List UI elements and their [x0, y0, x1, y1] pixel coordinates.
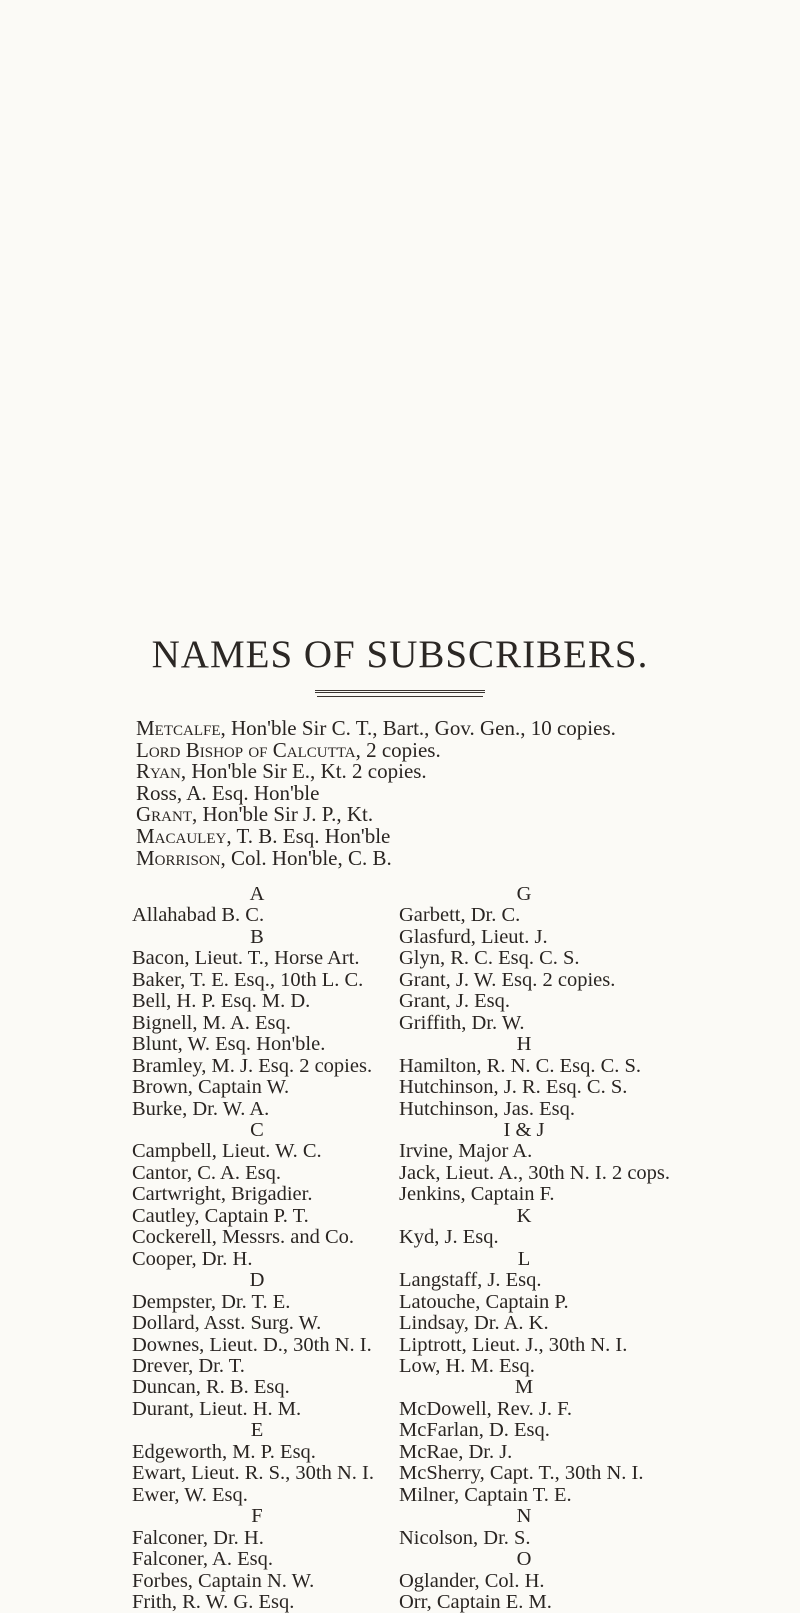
section-letter: E [250, 1419, 264, 1442]
section-letter: O [516, 1548, 532, 1571]
subscriber-entry: Low, H. M. Esq. [399, 1354, 535, 1377]
subscriber-entry: Dempster, Dr. T. E. [132, 1290, 291, 1313]
subscriber-entry: Jack, Lieut. A., 30th N. I. 2 cops. [399, 1161, 671, 1184]
patron-details: 2 copies. [360, 737, 441, 762]
patron-entry [136, 737, 696, 762]
subscriber-column-right [399, 884, 679, 1613]
subscriber-entry: Cartwright, Brigadier. [132, 1183, 313, 1206]
patron-entry [136, 845, 696, 870]
subscriber-entry: Glyn, R. C. Esq. C. S. [399, 947, 580, 970]
patron-details: Hon'ble Sir E., Kt. 2 copies. [186, 759, 427, 784]
subscriber-entry: Blunt, W. Esq. Hon'ble. [132, 1033, 326, 1056]
subscriber-entry: Milner, Captain T. E. [399, 1483, 572, 1506]
section-letter: H [516, 1033, 532, 1056]
patron-entry [136, 823, 696, 848]
patron-list [136, 718, 696, 869]
subscriber-entry: Burke, Dr. W. A. [132, 1097, 270, 1120]
subscriber-entry: Bell, H. P. Esq. M. D. [132, 990, 311, 1013]
subscriber-entry: Irvine, Major A. [399, 1140, 533, 1163]
subscriber-entry: Latouche, Captain P. [399, 1290, 569, 1313]
subscriber-entry: McDowell, Rev. J. F. [399, 1397, 572, 1420]
subscriber-entry: Langstaff, J. Esq. [399, 1269, 542, 1292]
patron-surname: Lord Bishop of Calcutta, [136, 737, 361, 762]
patron-details: Ross, A. Esq. Hon'ble [136, 780, 320, 805]
patron-surname: Grant, [136, 802, 198, 827]
subscriber-entry: Falconer, A. Esq. [132, 1548, 273, 1571]
subscriber-entry: Garbett, Dr. C. [399, 904, 521, 927]
title-rule-underline [317, 696, 483, 697]
section-letter: L [517, 1247, 531, 1270]
subscriber-entry: Edgeworth, M. P. Esq. [132, 1440, 316, 1463]
subscriber-entry: Hutchinson, Jas. Esq. [399, 1097, 575, 1120]
patron-surname: Morrison, [136, 845, 226, 870]
subscriber-entry: McFarlan, D. Esq. [399, 1419, 550, 1442]
subscriber-entry: Bramley, M. J. Esq. 2 copies. [132, 1054, 373, 1077]
section-letter: M [514, 1376, 534, 1399]
subscriber-entry: Duncan, R. B. Esq. [132, 1376, 290, 1399]
subscriber-entry: Brown, Captain W. [132, 1076, 290, 1099]
patron-entry [136, 804, 696, 826]
subscriber-entry: Durant, Lieut. H. M. [132, 1397, 302, 1420]
section-letter: G [516, 883, 532, 905]
subscriber-entry: Cockerell, Messrs. and Co. [132, 1226, 355, 1249]
section-letter: K [516, 1204, 532, 1227]
subscriber-entry: Cantor, C. A. Esq. [132, 1161, 281, 1184]
subscriber-entry: Lindsay, Dr. A. K. [399, 1312, 549, 1335]
subscriber-entry: Bacon, Lieut. T., Horse Art. [132, 947, 360, 970]
subscriber-entry: Nicolson, Dr. S. [399, 1526, 531, 1549]
subscriber-entry: Ewer, W. Esq. [132, 1483, 248, 1506]
subscriber-entry: Cooper, Dr. H. [132, 1247, 253, 1270]
section-letter: D [249, 1269, 265, 1292]
patron-entry [136, 780, 696, 805]
subscriber-entry: Grant, J. W. Esq. 2 copies. [399, 968, 616, 991]
subscriber-column-left [132, 884, 387, 1613]
subscriber-entry: Campbell, Lieut. W. C. [132, 1140, 322, 1163]
patron-entry [136, 718, 696, 740]
patron-surname: Macauley, [136, 823, 232, 848]
subscriber-entry: Bignell, M. A. Esq. [132, 1011, 291, 1034]
title-rule [315, 690, 485, 693]
subscriber-entry: McRae, Dr. J. [399, 1440, 513, 1463]
subscriber-entry: Glasfurd, Lieut. J. [399, 925, 548, 948]
subscriber-entry: Downes, Lieut. D., 30th N. I. [132, 1333, 372, 1356]
patron-details: Col. Hon'ble, C. B. [225, 845, 392, 870]
subscriber-entry: Liptrott, Lieut. J., 30th N. I. [399, 1333, 628, 1356]
subscriber-entry: Kyd, J. Esq. [399, 1226, 499, 1249]
section-letter: F [251, 1505, 263, 1528]
subscriber-entry: Orr, Captain E. M. [399, 1590, 552, 1613]
subscriber-entry: Ewart, Lieut. R. S., 30th N. I. [132, 1462, 374, 1485]
subscriber-entry: Frith, R. W. G. Esq. [132, 1590, 295, 1613]
subscriber-entry: Hutchinson, J. R. Esq. C. S. [399, 1076, 628, 1099]
subscriber-entry: Falconer, Dr. H. [132, 1526, 264, 1549]
subscriber-entry: McSherry, Capt. T., 30th N. I. [399, 1462, 644, 1485]
subscriber-entry: Grant, J. Esq. [399, 990, 511, 1013]
subscriber-entry: Oglander, Col. H. [399, 1569, 545, 1592]
subscriber-entry: Allahabad B. C. [132, 904, 265, 927]
patron-surname: Ryan, [136, 759, 187, 784]
patron-surname: Metcalfe, [136, 716, 226, 740]
section-letter: N [516, 1505, 532, 1528]
subscriber-entry: Cautley, Captain P. T. [132, 1204, 309, 1227]
patron-details: Hon'ble Sir J. P., Kt. [197, 802, 374, 827]
subscriber-entry: Baker, T. E. Esq., 10th L. C. [132, 968, 364, 991]
subscriber-entry: Dollard, Asst. Surg. W. [132, 1312, 322, 1335]
subscriber-entry: Hamilton, R. N. C. Esq. C. S. [399, 1054, 642, 1077]
section-letter: B [250, 925, 264, 948]
section-letter: C [250, 1118, 264, 1141]
page-title: NAMES OF SUBSCRIBERS. [151, 633, 649, 676]
section-letter: A [249, 883, 265, 905]
subscriber-entry: Griffith, Dr. W. [399, 1011, 525, 1034]
subscriber-entry: Jenkins, Captain F. [399, 1183, 555, 1206]
subscriber-entry: Drever, Dr. T. [132, 1354, 245, 1377]
patron-details: T. B. Esq. Hon'ble [231, 823, 391, 848]
patron-entry [136, 761, 696, 783]
section-letter: I & J [503, 1118, 545, 1141]
patron-details: Hon'ble Sir C. T., Bart., Gov. Gen., 10 copies. [225, 716, 616, 740]
subscriber-entry: Forbes, Captain N. W. [132, 1569, 315, 1592]
